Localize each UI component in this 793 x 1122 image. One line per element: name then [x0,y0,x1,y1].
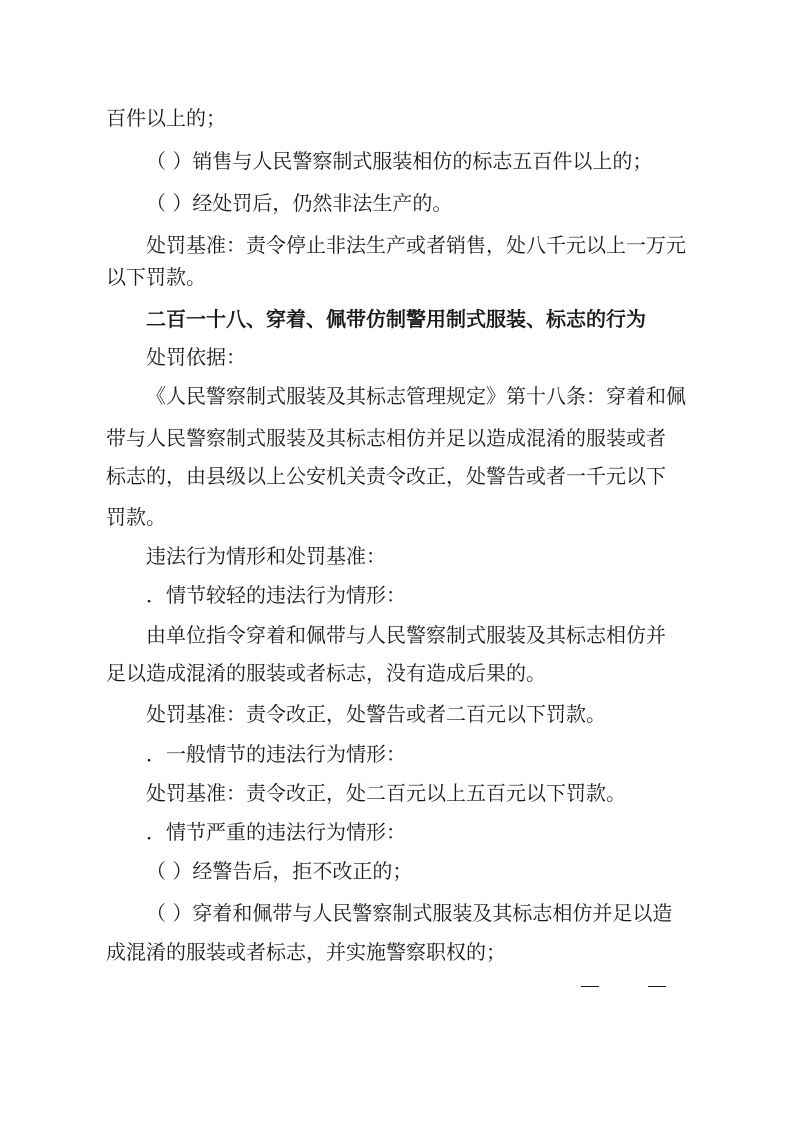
subsection-label: 违法行为情形和处罚基准： [146,544,386,568]
list-item: （ ）经处罚后，仍然非法生产的。 [146,191,453,215]
text-line: 以下罚款。 [106,265,206,289]
penalty-basis-label: 处罚依据： [146,345,246,369]
text-line: 足以造成混淆的服装或者标志，没有造成后果的。 [106,661,546,685]
subsection-heading-serious: ．情节严重的违法行为情形： [146,820,406,844]
penalty-standard: 处罚基准：责令改正，处二百元以上五百元以下罚款。 [146,781,626,805]
text-line: 罚款。 [106,505,166,529]
penalty-standard: 处罚基准：责令改正，处警告或者二百元以下罚款。 [146,702,606,726]
list-item: （ ）穿着和佩带与人民警察制式服装及其标志相仿并足以造 [146,901,673,925]
section-heading: 二百一十八、穿着、佩带仿制警用制式服装、标志的行为 [146,307,646,331]
dash-right [648,986,666,987]
subsection-heading-minor: ．情节较轻的违法行为情形： [146,583,406,607]
penalty-standard: 处罚基准：责令停止非法生产或者销售，处八千元以上一万元 [146,233,686,257]
text-line: 带与人民警察制式服装及其标志相仿并足以造成混淆的服装或者 [106,426,666,450]
text-line: 成混淆的服装或者标志，并实施警察职权的； [106,940,506,964]
list-item: （ ）销售与人民警察制式服装相仿的标志五百件以上的； [146,149,653,173]
regulation-citation: 《人民警察制式服装及其标志管理规定》第十八条：穿着和佩 [146,384,686,408]
subsection-heading-general: ．一般情节的违法行为情形： [146,742,406,766]
list-item: （ ）经警告后，拒不改正的； [146,859,413,883]
text-line: 百件以上的； [106,106,226,130]
text-line: 由单位指令穿着和佩带与人民警察制式服装及其标志相仿并 [146,623,666,647]
text-line: 标志的，由县级以上公安机关责令改正，处警告或者一千元以下 [106,464,666,488]
dash-left [581,986,599,987]
page-number-marker [578,972,668,1000]
